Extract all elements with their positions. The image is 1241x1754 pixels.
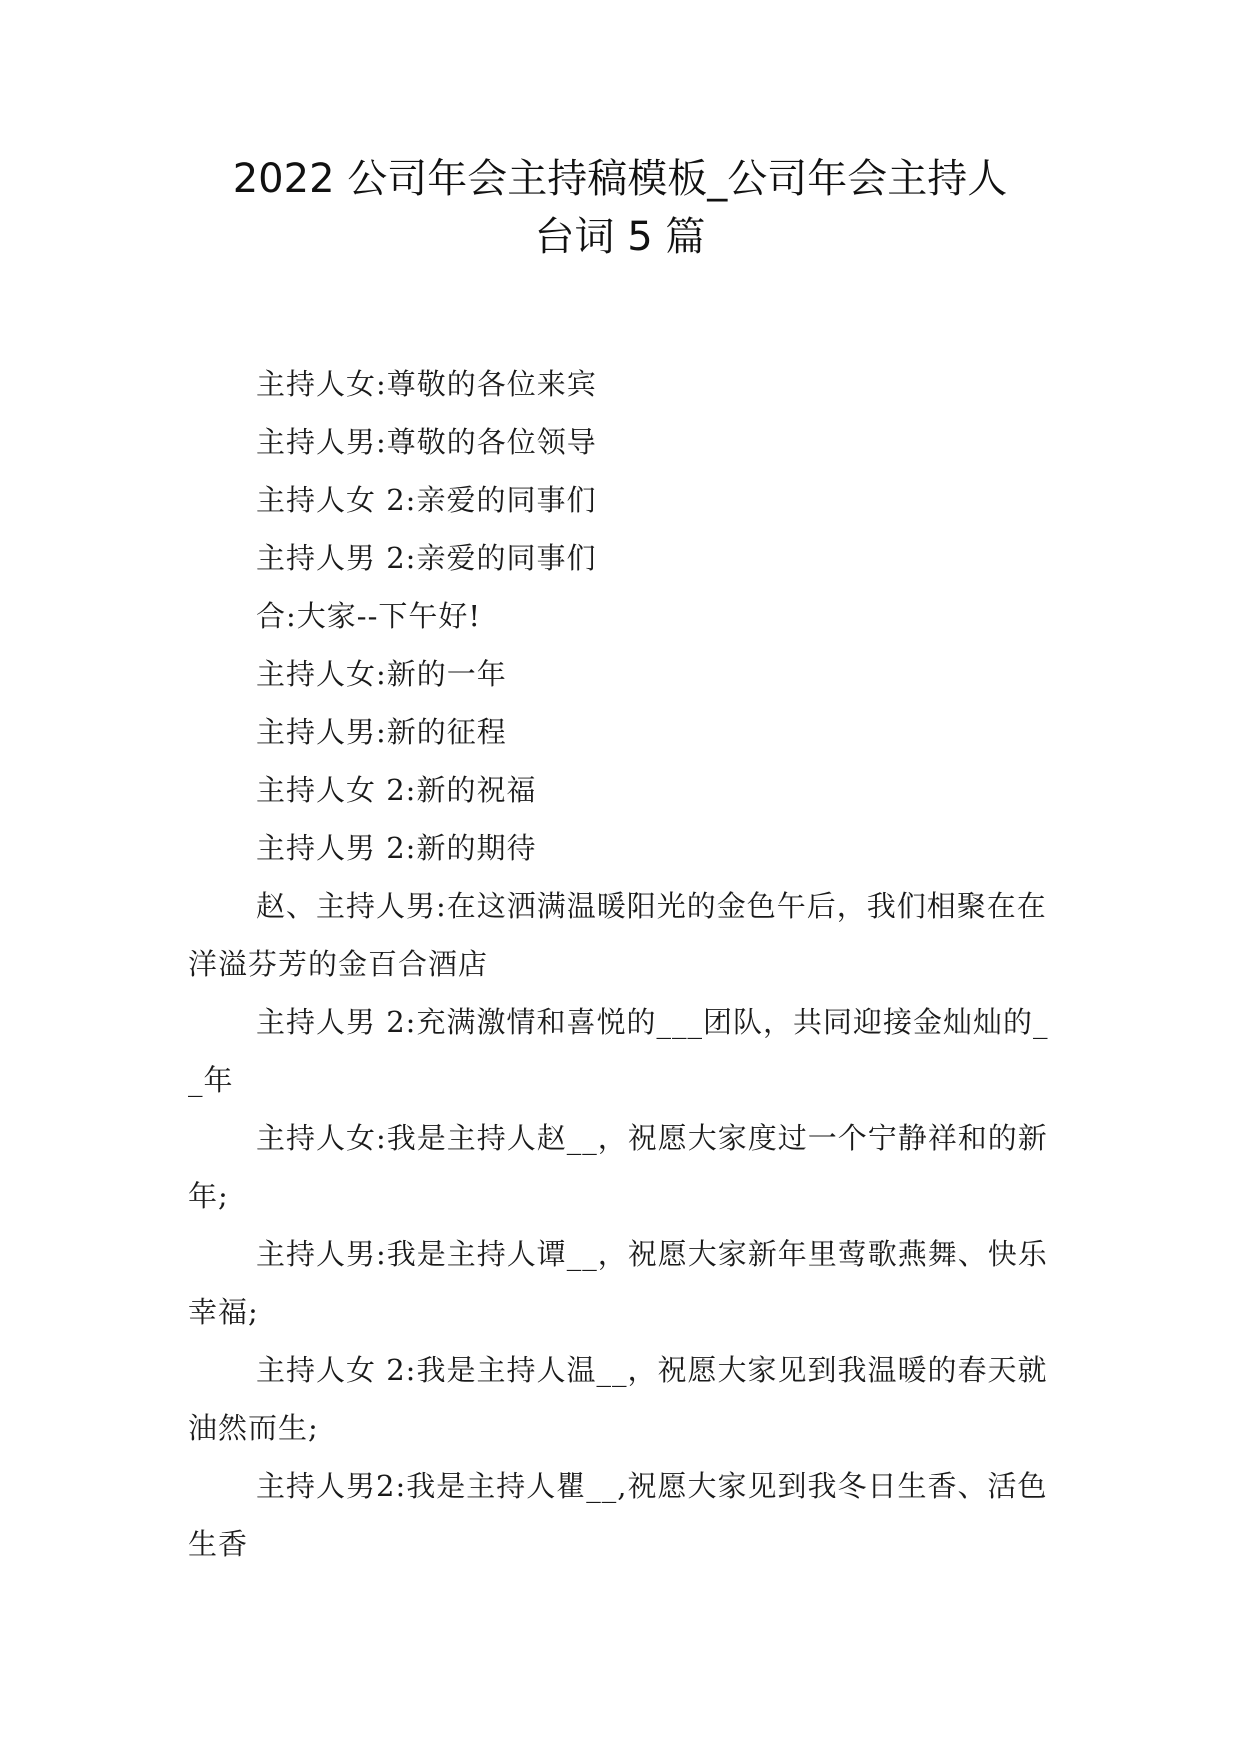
- paragraph: 主持人女 2:亲爱的同事们: [256, 483, 597, 517]
- paragraph: 主持人男:我是主持人谭__，祝愿大家新年里莺歌燕舞、快乐幸福;: [188, 1237, 1048, 1329]
- document-body: [188, 355, 1053, 1573]
- title-line-1: 2022 公司年会主持稿模板_公司年会主持人: [232, 156, 1008, 202]
- paragraph: 赵、主持人男:在这洒满温暖阳光的金色午后，我们相聚在在洋溢芬芳的金百合酒店: [188, 889, 1047, 981]
- document-title: [150, 150, 1090, 266]
- paragraph: 主持人男:新的征程: [256, 715, 507, 749]
- paragraph: 主持人男 2:亲爱的同事们: [256, 541, 597, 575]
- title-line-2: 台词 5 篇: [534, 214, 706, 260]
- paragraph: 合:大家--下午好!: [256, 599, 482, 633]
- paragraph: 主持人男2:我是主持人瞿__,祝愿大家见到我冬日生香、活色生香: [188, 1469, 1048, 1561]
- paragraph: 主持人女 2:我是主持人温__，祝愿大家见到我温暖的春天就油然而生;: [188, 1353, 1048, 1445]
- paragraph: 主持人女:尊敬的各位来宾: [256, 367, 597, 401]
- paragraph: 主持人男:尊敬的各位领导: [256, 425, 597, 459]
- paragraph: 主持人男 2:新的期待: [256, 831, 537, 865]
- paragraph: 主持人女:新的一年: [256, 657, 507, 691]
- paragraph: 主持人女 2:新的祝福: [256, 773, 537, 807]
- paragraph: 主持人男 2:充满激情和喜悦的___团队，共同迎接金灿灿的__年: [188, 1005, 1049, 1097]
- paragraph: 主持人女:我是主持人赵__，祝愿大家度过一个宁静祥和的新年;: [188, 1121, 1048, 1213]
